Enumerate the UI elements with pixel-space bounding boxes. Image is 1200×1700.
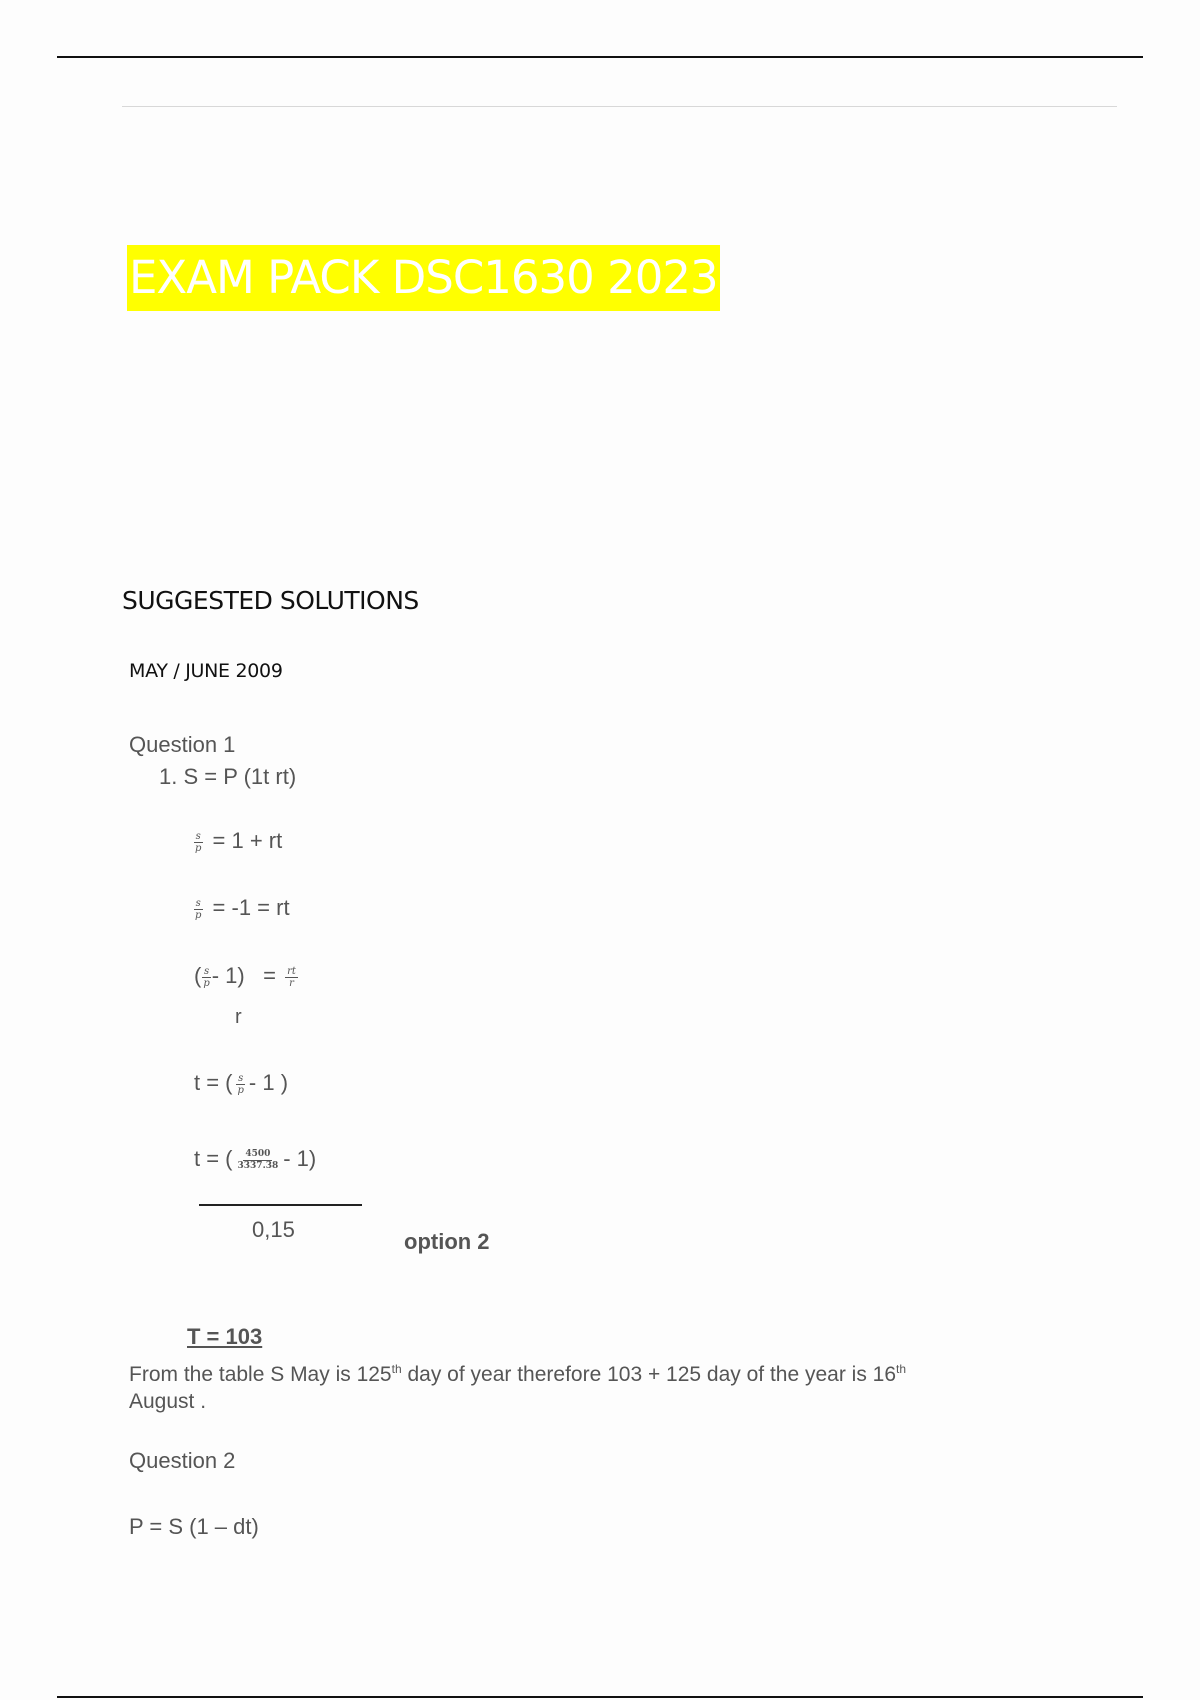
q1-explanation: From the table S May is 125th day of year therefore 103 + 125 day of the year is 16th August . (129, 1362, 907, 1413)
header-divider (122, 106, 1117, 107)
q1-step-4: ( $\frac{s}{p}$ - 1) = $\frac{rt}{r}$ (194, 963, 296, 989)
exam-session: MAY / JUNE 2009 (129, 660, 283, 682)
q1-denominator: 0,15 (252, 1217, 295, 1242)
q2-formula: P = S (1 – dt) (129, 1514, 259, 1539)
q1-step-5: t = ( $\frac{s}{p}$ - 1 ) (194, 1070, 289, 1096)
document-title: EXAM PACK DSC1630 2023 (127, 245, 720, 311)
fraction-s-over-p: $\frac{s}{p}$ (237, 1072, 244, 1096)
fraction-4500-over-amount: $\frac{4500}{3337.38}$ (237, 1148, 279, 1171)
q1-step-1: 1. S = P (1t rt) (159, 764, 297, 789)
section-heading: SUGGESTED SOLUTIONS (122, 586, 419, 615)
q1-step-3: $\frac{s}{p}$ = -1 = rt (195, 895, 290, 921)
fraction-s-over-p: $\frac{s}{p}$ (195, 897, 202, 921)
page-top-rule (57, 56, 1143, 58)
fraction-rt-over-r: $\frac{rt}{r}$ (287, 965, 296, 989)
page-bottom-rule (57, 1696, 1143, 1698)
question-2-label: Question 2 (129, 1448, 236, 1473)
answer-option: option 2 (404, 1229, 490, 1254)
division-bar (199, 1204, 362, 1206)
q1-step-6: t = ( $\frac{4500}{3337.38}$ - 1) (194, 1146, 317, 1171)
fraction-s-over-p: $\frac{s}{p}$ (195, 830, 202, 854)
fraction-s-over-p: $\frac{s}{p}$ (203, 965, 210, 989)
question-1-label: Question 1 (129, 732, 236, 757)
q1-result: T = 103 (187, 1324, 263, 1349)
q1-step-2: $\frac{s}{p}$ = 1 + rt (195, 828, 283, 854)
q1-step-4-divisor: r (235, 1006, 242, 1028)
